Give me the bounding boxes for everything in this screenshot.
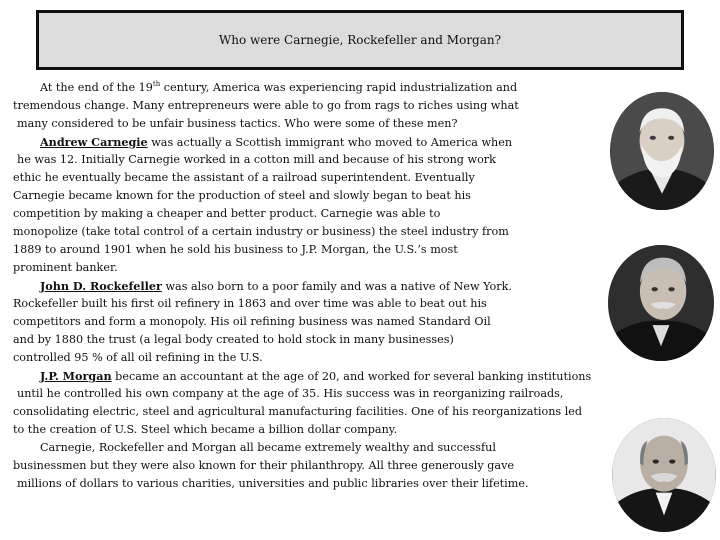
page-title: Who were Carnegie, Rockefeller and Morgan? [218, 33, 502, 47]
text-segment: became an accountant at the age of 20, and worked for several banking institutions [111, 370, 592, 383]
text-line: tremendous change. Many entrepreneurs were able to go from rags to riches using what [13, 99, 519, 112]
title-box [36, 10, 684, 70]
body-text [13, 79, 625, 493]
text-line [13, 79, 625, 97]
text-line: prominent banker. [13, 261, 118, 274]
carnegie-name: Andrew Carnegie [40, 135, 148, 149]
text-line: to the creation of U.S. Steel which became a billion dollar company. [13, 423, 398, 436]
text-line: controlled 95 % of all oil refining in the U.S. [13, 351, 263, 364]
text-line: Carnegie, Rockefeller and Morgan all became extremely wealthy and successful [40, 441, 496, 454]
text-line: millions of dollars to various charities, universities and public libraries over their lifetime. [17, 477, 529, 490]
text-line [13, 277, 625, 295]
text-line: 1889 to around 1901 when he sold his business to J.P. Morgan, the U.S.’s most [13, 243, 458, 256]
text-line: consolidating electric, steel and agricultural manufacturing facilities. One of his reorganizations led [13, 405, 583, 418]
text-line [13, 367, 625, 385]
text-segment: At the end of the 19 [40, 81, 153, 94]
morgan-name: J.P. Morgan [40, 369, 112, 383]
morgan-portrait [612, 418, 716, 532]
text-line: until he controlled his own company at the age of 35. His success was in reorganizing railroads, [17, 387, 564, 400]
portrait-image [610, 92, 714, 210]
text-line: many considered to be unfair business tactics. Who were some of these men? [17, 117, 458, 130]
text-line: and by 1880 the trust (a legal body created to hold stock in many businesses) [13, 333, 454, 346]
portrait-image [612, 418, 716, 532]
superscript: th [152, 80, 161, 88]
text-line: businessmen but they were also known for their philanthropy. All three generously gave [13, 459, 515, 472]
rockefeller-portrait [608, 245, 714, 361]
carnegie-portrait [610, 92, 714, 210]
text-line: competitors and form a monopoly. His oil refining business was named Standard Oil [13, 315, 491, 328]
portrait-image [608, 245, 714, 361]
text-segment: century, America was experiencing rapid industrialization and [160, 81, 518, 94]
text-line: Rockefeller built his first oil refinery in 1863 and over time was able to beat out his [13, 297, 487, 310]
text-segment: was also born to a poor family and was a native of New York. [161, 280, 512, 293]
text-line: he was 12. Initially Carnegie worked in a cotton mill and because of his strong work [17, 153, 496, 166]
text-line: Carnegie became known for the production of steel and slowly began to beat his [13, 189, 471, 202]
text-line: competition by making a cheaper and better product. Carnegie was able to [13, 207, 441, 220]
text-line: ethic he eventually became the assistant of a railroad superintendent. Eventually [13, 171, 475, 184]
rockefeller-name: John D. Rockefeller [40, 279, 162, 293]
text-segment: was actually a Scottish immigrant who moved to America when [147, 136, 513, 149]
text-line [13, 133, 625, 151]
text-line: monopolize (take total control of a certain industry or business) the steel industry from [13, 225, 509, 238]
